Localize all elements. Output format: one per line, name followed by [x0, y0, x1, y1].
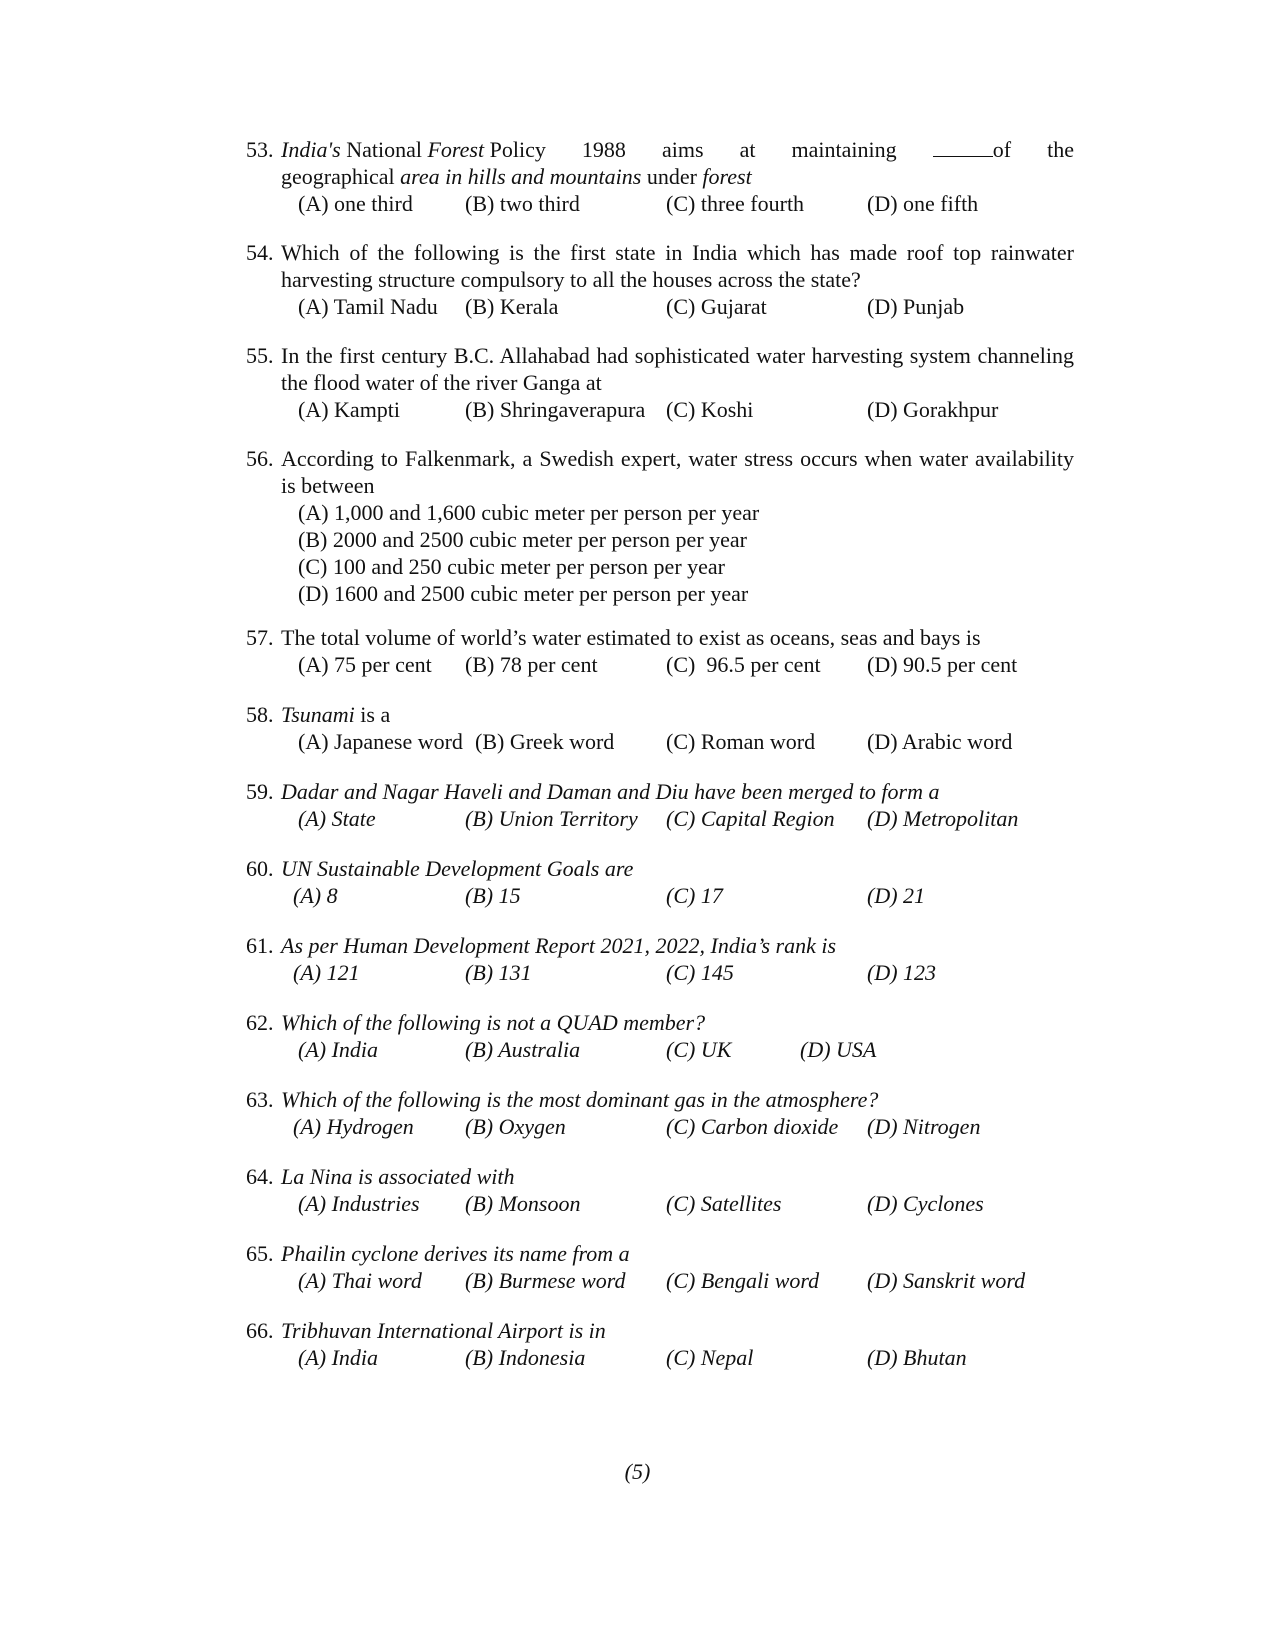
question-number: 60. — [246, 856, 274, 881]
option-c: (C) three fourth — [666, 191, 805, 216]
stem-word: Policy — [489, 137, 546, 162]
question-stem: The total volume of world’s water estimated to exist as oceans, seas and bays is — [281, 625, 981, 650]
option-c: (C) 145 — [666, 960, 734, 985]
options-row — [281, 293, 1074, 320]
option-c: (C) 100 and 250 cubic meter per person per year — [298, 554, 726, 579]
options-row — [281, 959, 1074, 986]
options-row — [281, 805, 1074, 832]
options-row — [281, 728, 1074, 755]
stem-text: geographical — [281, 164, 395, 189]
question-stem: Which of the following is not a QUAD member? — [281, 1010, 706, 1035]
question-64 — [246, 1163, 1074, 1217]
stem-word: aims — [661, 137, 704, 162]
option-b: (B) Burmese word — [465, 1268, 626, 1293]
question-number: 66. — [246, 1318, 274, 1343]
question-53 — [246, 136, 1074, 217]
option-a: (A) 75 per cent — [298, 652, 432, 677]
stem-word: India's — [281, 137, 341, 162]
option-a: (A) 121 — [293, 960, 360, 985]
option-d: (D) Bhutan — [867, 1345, 967, 1370]
question-57 — [246, 624, 1074, 678]
options-row — [281, 1190, 1074, 1217]
options-row — [281, 1036, 1074, 1063]
option-b: (B) 131 — [465, 960, 532, 985]
option-a: (A) India — [298, 1037, 379, 1062]
question-63 — [246, 1086, 1074, 1140]
option-a: (A) Thai word — [298, 1268, 422, 1293]
stem-word: at — [739, 137, 756, 162]
question-number: 58. — [246, 702, 274, 727]
option-c: (C) Carbon dioxide — [666, 1114, 839, 1139]
option-d: (D) 21 — [867, 883, 926, 908]
question-stem: Which of the following is the most dominant gas in the atmosphere? — [281, 1087, 879, 1112]
question-number: 53. — [246, 137, 274, 162]
question-59 — [246, 778, 1074, 832]
question-stem: Dadar and Nagar Haveli and Daman and Diu have been merged to form a — [281, 779, 940, 804]
option-c: (C) Capital Region — [666, 806, 835, 831]
option-d: (D) 123 — [867, 960, 937, 985]
options-row — [281, 882, 1074, 909]
option-a: (A) Japanese word — [298, 729, 463, 754]
stem-word: maintaining — [791, 137, 897, 162]
stem-text: under — [646, 164, 697, 189]
question-stem: Phailin cyclone derives its name from a — [281, 1241, 630, 1266]
option-b: (B) 15 — [465, 883, 521, 908]
option-a: (A) India — [298, 1345, 379, 1370]
stem-word: National — [346, 137, 422, 162]
option-d: (D) Cyclones — [867, 1191, 984, 1216]
question-number: 57. — [246, 625, 274, 650]
option-b: (B) Indonesia — [465, 1345, 586, 1370]
question-number: 54. — [246, 240, 274, 265]
option-b: (B) two third — [465, 191, 580, 216]
option-a: (A) State — [298, 806, 376, 831]
option-b: (B) 78 per cent — [465, 652, 598, 677]
options-row — [281, 190, 1074, 217]
option-c: (C) Roman word — [666, 729, 816, 754]
option-b: (B) Kerala — [465, 294, 559, 319]
option-a: (A) Kampti — [298, 397, 401, 422]
option-c: (C) Satellites — [666, 1191, 782, 1216]
question-62 — [246, 1009, 1074, 1063]
question-65 — [246, 1240, 1074, 1294]
option-c: (C) Koshi — [666, 397, 754, 422]
option-d: (D) Punjab — [867, 294, 965, 319]
question-number: 59. — [246, 779, 274, 804]
question-54 — [246, 239, 1074, 320]
option-c: (C) UK — [666, 1037, 732, 1062]
option-b: (B) 2000 and 2500 cubic meter per person per year — [298, 527, 748, 552]
options-row — [281, 396, 1074, 423]
question-stem: As per Human Development Report 2021, 2022, India’s rank is — [281, 933, 837, 958]
question-stem-line1 — [281, 136, 1074, 163]
option-c: (C) 96.5 per cent — [666, 652, 821, 677]
question-number: 55. — [246, 343, 274, 368]
option-c: (C) Nepal — [666, 1345, 754, 1370]
options-row — [281, 1344, 1074, 1371]
option-d: (D) USA — [800, 1037, 877, 1062]
question-55 — [246, 342, 1074, 423]
options-row — [281, 651, 1074, 678]
option-a: (A) Hydrogen — [293, 1114, 414, 1139]
question-56 — [246, 445, 1074, 607]
question-stem: La Nina is associated with — [281, 1164, 515, 1189]
option-d: (D) Metropolitan — [867, 806, 1019, 831]
question-stem — [281, 701, 1074, 728]
stem-term: Tsunami — [281, 702, 355, 727]
option-b: (B) Greek word — [475, 729, 615, 754]
option-c: (C) Bengali word — [666, 1268, 820, 1293]
question-number: 62. — [246, 1010, 274, 1035]
question-number: 65. — [246, 1241, 274, 1266]
option-d: (D) Arabic word — [867, 729, 1013, 754]
option-d: (D) 90.5 per cent — [867, 652, 1018, 677]
option-b: (B) Monsoon — [465, 1191, 581, 1216]
question-61 — [246, 932, 1074, 986]
question-stem: Tribhuvan International Airport is in — [281, 1318, 606, 1343]
options-row — [281, 1113, 1074, 1140]
question-stem: According to Falkenmark, a Swedish expert, water stress occurs when water availability is between — [281, 446, 1074, 498]
question-stem: UN Sustainable Development Goals are — [281, 856, 634, 881]
stem-text: area in hills and mountains — [400, 164, 642, 189]
question-58 — [246, 701, 1074, 755]
option-a: (A) one third — [298, 191, 413, 216]
option-d: (D) Sanskrit word — [867, 1268, 1026, 1293]
option-a: (A) Tamil Nadu — [298, 294, 438, 319]
question-number: 61. — [246, 933, 274, 958]
stem-word: of — [992, 137, 1012, 162]
page-number: (5) — [624, 1459, 651, 1484]
stem-text: is a — [354, 702, 391, 727]
option-b: (B) Union Territory — [465, 806, 638, 831]
stem-word: the — [1047, 137, 1074, 162]
options-list — [298, 499, 1074, 607]
option-a: (A) Industries — [298, 1191, 420, 1216]
option-b: (B) Oxygen — [465, 1114, 566, 1139]
option-d: (D) Gorakhpur — [867, 397, 999, 422]
option-a: (A) 1,000 and 1,600 cubic meter per person per year — [298, 500, 760, 525]
option-c: (C) Gujarat — [666, 294, 767, 319]
question-66 — [246, 1317, 1074, 1371]
option-b: (B) Australia — [465, 1037, 581, 1062]
option-b: (B) Shringaverapura — [465, 397, 646, 422]
question-60 — [246, 855, 1074, 909]
question-number: 56. — [246, 446, 274, 471]
question-number: 63. — [246, 1087, 274, 1112]
stem-word: 1988 — [581, 137, 626, 162]
option-d: (D) 1600 and 2500 cubic meter per person per year — [298, 581, 749, 606]
question-stem: Which of the following is the first state in India which has made roof top rainwater harvesting structure compulsory to all the houses across the state? — [281, 240, 1074, 292]
option-c: (C) 17 — [666, 883, 723, 908]
options-row — [281, 1267, 1074, 1294]
question-stem-line2 — [281, 163, 1074, 190]
question-stem: In the first century B.C. Allahabad had sophisticated water harvesting system channeling the flood water of the river Ganga at — [281, 343, 1074, 395]
stem-word: Forest — [427, 137, 485, 162]
answer-blank — [933, 139, 993, 157]
option-d: (D) one fifth — [867, 191, 979, 216]
stem-text: forest — [702, 164, 752, 189]
option-d: (D) Nitrogen — [867, 1114, 981, 1139]
option-a: (A) 8 — [293, 883, 338, 908]
question-number: 64. — [246, 1164, 274, 1189]
